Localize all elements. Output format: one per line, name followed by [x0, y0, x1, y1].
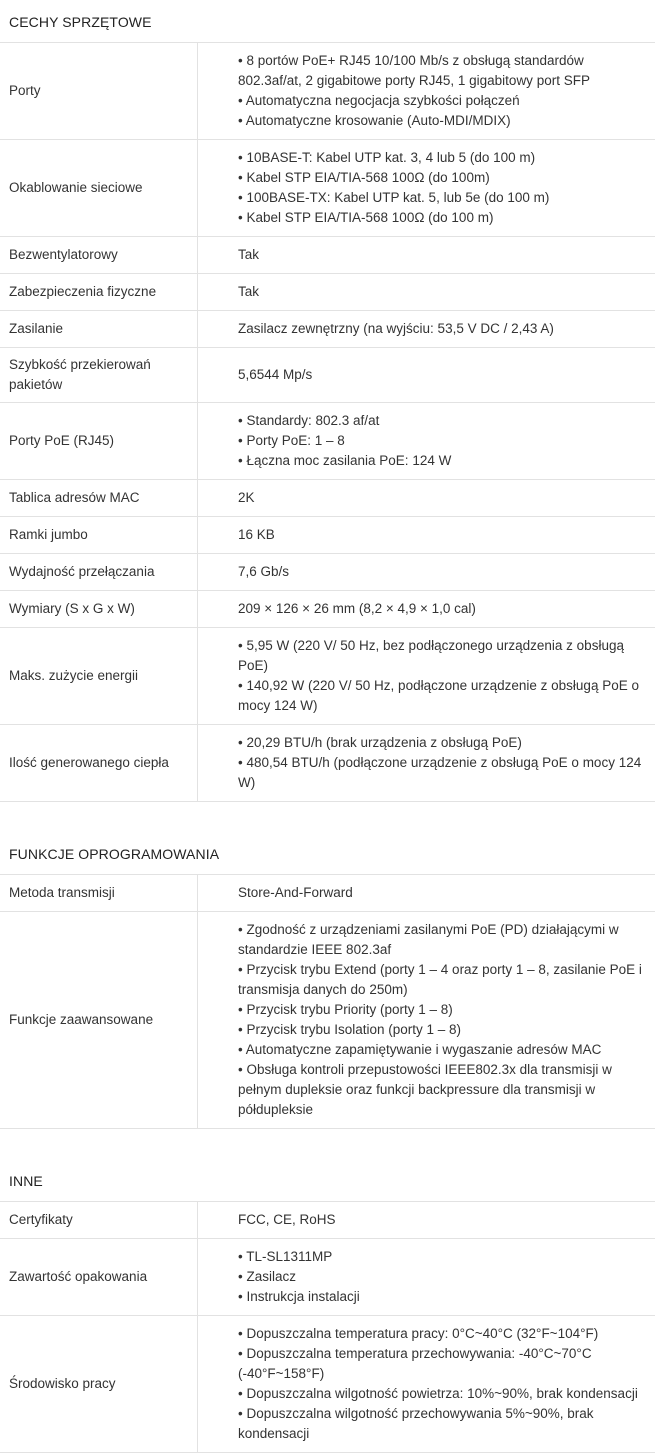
spec-value-line: • Dopuszczalna wilgotność powietrza: 10%~90%, brak kondensacji: [238, 1384, 645, 1404]
spec-value-line: • Dopuszczalna wilgotność przechowywania 5%~90%, brak kondensacji: [238, 1404, 645, 1444]
spec-row: [0, 912, 655, 1129]
spec-value-line: • 100BASE-TX: Kabel UTP kat. 5, lub 5e (do 100 m): [238, 188, 645, 208]
section-title: CECHY SPRZĘTOWE: [0, 0, 655, 43]
spec-row: [0, 1202, 655, 1239]
spec-value-line: 209 × 126 × 26 mm (8,2 × 4,9 × 1,0 cal): [238, 599, 645, 619]
spec-value-line: 16 KB: [238, 525, 645, 545]
spec-label: Funkcje zaawansowane: [0, 912, 198, 1129]
spec-value-line: • Kabel STP EIA/TIA-568 100Ω (do 100m): [238, 168, 645, 188]
spec-value: [198, 517, 655, 554]
spec-value: [198, 311, 655, 348]
spec-value-line: • Przycisk trybu Priority (porty 1 – 8): [238, 1000, 645, 1020]
spec-label: Zasilanie: [0, 311, 198, 348]
spec-value: [198, 628, 655, 725]
spec-row: [0, 628, 655, 725]
spec-value-line: • 10BASE-T: Kabel UTP kat. 3, 4 lub 5 (do 100 m): [238, 148, 645, 168]
spec-label: Zawartość opakowania: [0, 1239, 198, 1316]
spec-row: [0, 237, 655, 274]
spec-row: [0, 1316, 655, 1453]
spec-value-line: 2K: [238, 488, 645, 508]
spec-label: Wymiary (S x G x W): [0, 591, 198, 628]
spec-value-line: • Kabel STP EIA/TIA-568 100Ω (do 100 m): [238, 208, 645, 228]
spec-row: [0, 480, 655, 517]
spec-value-line: 5,6544 Mp/s: [238, 365, 645, 385]
spec-label: Wydajność przełączania: [0, 554, 198, 591]
spec-value-line: • Dopuszczalna temperatura pracy: 0°C~40°C (32°F~104°F): [238, 1324, 645, 1344]
spec-value-line: • Przycisk trybu Isolation (porty 1 – 8): [238, 1020, 645, 1040]
spec-table: [0, 1202, 655, 1453]
spec-value: [198, 274, 655, 311]
spec-row: [0, 43, 655, 140]
spec-value-line: • 140,92 W (220 V/ 50 Hz, podłączone urządzenie z obsługą PoE o mocy 124 W): [238, 676, 645, 716]
spec-label: Bezwentylatorowy: [0, 237, 198, 274]
spec-value-line: Zasilacz zewnętrzny (na wyjściu: 53,5 V DC / 2,43 A): [238, 319, 645, 339]
spec-value-line: • Zgodność z urządzeniami zasilanymi PoE (PD) działającymi w standardzie IEEE 802.3af: [238, 920, 645, 960]
spec-value: [198, 912, 655, 1129]
spec-row: [0, 725, 655, 802]
spec-row: [0, 554, 655, 591]
section-other: [0, 1159, 655, 1453]
spec-row: [0, 311, 655, 348]
spec-value: [198, 480, 655, 517]
spec-label: Szybkość przekierowań pakietów: [0, 348, 198, 403]
spec-value-line: • 480,54 BTU/h (podłączone urządzenie z obsługą PoE o mocy 124 W): [238, 753, 645, 793]
spec-value: [198, 403, 655, 480]
spec-value-line: Tak: [238, 282, 645, 302]
spec-value-line: FCC, CE, RoHS: [238, 1210, 645, 1230]
spec-value-line: • Automatyczne zapamiętywanie i wygaszanie adresów MAC: [238, 1040, 645, 1060]
section-title: FUNKCJE OPROGRAMOWANIA: [0, 832, 655, 875]
spec-label: Metoda transmisji: [0, 875, 198, 912]
spec-value: [198, 43, 655, 140]
spec-value-line: • TL-SL1311MP: [238, 1247, 645, 1267]
spec-label: Środowisko pracy: [0, 1316, 198, 1453]
spec-row: [0, 140, 655, 237]
spec-value-line: • Łączna moc zasilania PoE: 124 W: [238, 451, 645, 471]
section-software: [0, 832, 655, 1129]
spec-value-line: • Automatyczne krosowanie (Auto-MDI/MDIX): [238, 111, 645, 131]
spec-row: [0, 1239, 655, 1316]
spec-value-line: • 8 portów PoE+ RJ45 10/100 Mb/s z obsługą standardów 802.3af/at, 2 gigabitowe porty RJ45, 1 gigabitowy port SFP: [238, 51, 645, 91]
spec-label: Ramki jumbo: [0, 517, 198, 554]
spec-value: [198, 1202, 655, 1239]
spec-value: [198, 140, 655, 237]
spec-value-line: • Przycisk trybu Extend (porty 1 – 4 oraz porty 1 – 8, zasilanie PoE i transmisja danych do 250m): [238, 960, 645, 1000]
spec-row: [0, 274, 655, 311]
spec-label: Tablica adresów MAC: [0, 480, 198, 517]
spec-label: Certyfikaty: [0, 1202, 198, 1239]
spec-label: Zabezpieczenia fizyczne: [0, 274, 198, 311]
spec-value-line: Store-And-Forward: [238, 883, 645, 903]
spec-value: [198, 237, 655, 274]
spec-value-line: Tak: [238, 245, 645, 265]
spec-value-line: • Standardy: 802.3 af/at: [238, 411, 645, 431]
spec-value: [198, 1316, 655, 1453]
spec-value: [198, 875, 655, 912]
spec-row: [0, 875, 655, 912]
spec-value: [198, 1239, 655, 1316]
spec-row: [0, 517, 655, 554]
spec-value: [198, 554, 655, 591]
spec-label: Porty: [0, 43, 198, 140]
spec-value: [198, 725, 655, 802]
spec-label: Okablowanie sieciowe: [0, 140, 198, 237]
spec-row: [0, 403, 655, 480]
spec-value-line: • 5,95 W (220 V/ 50 Hz, bez podłączonego urządzenia z obsługą PoE): [238, 636, 645, 676]
spec-value-line: • 20,29 BTU/h (brak urządzenia z obsługą PoE): [238, 733, 645, 753]
spec-value-line: • Instrukcja instalacji: [238, 1287, 645, 1307]
spec-value-line: 7,6 Gb/s: [238, 562, 645, 582]
spec-table: [0, 43, 655, 802]
spec-row: [0, 591, 655, 628]
spec-value-line: • Porty PoE: 1 – 8: [238, 431, 645, 451]
spec-label: Ilość generowanego ciepła: [0, 725, 198, 802]
spec-value-line: • Automatyczna negocjacja szybkości połączeń: [238, 91, 645, 111]
spec-value: [198, 591, 655, 628]
spec-label: Maks. zużycie energii: [0, 628, 198, 725]
spec-value-line: • Obsługa kontroli przepustowości IEEE802.3x dla transmisji w pełnym dupleksie oraz funkcji backpressure dla transmisji w półdupleksie: [238, 1060, 645, 1120]
spec-value: [198, 348, 655, 403]
spec-label: Porty PoE (RJ45): [0, 403, 198, 480]
section-title: INNE: [0, 1159, 655, 1202]
spec-table: [0, 875, 655, 1129]
spec-value-line: • Zasilacz: [238, 1267, 645, 1287]
spec-row: [0, 348, 655, 403]
spec-value-line: • Dopuszczalna temperatura przechowywania: -40°C~70°C (-40°F~158°F): [238, 1344, 645, 1384]
